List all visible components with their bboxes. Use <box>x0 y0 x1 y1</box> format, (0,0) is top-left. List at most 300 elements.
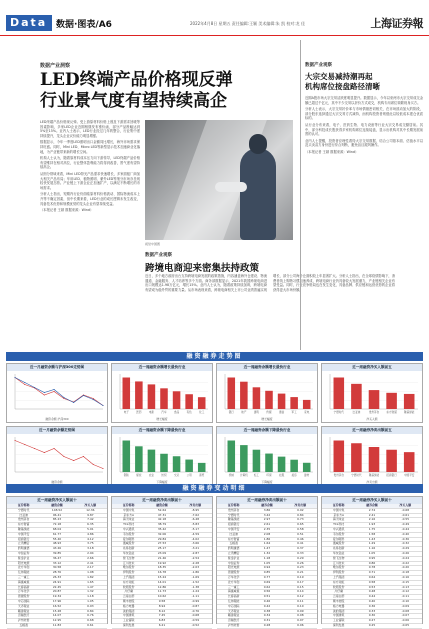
chart-bar <box>253 387 261 409</box>
table-cell: 52.64 <box>145 508 178 513</box>
table-cell: 华友钴业 <box>322 551 355 556</box>
table-cell: 0.06 <box>284 623 317 628</box>
table-cell: 宁德时代 <box>7 508 40 513</box>
table-row <box>112 623 212 628</box>
right-paragraph: 从行业分布来看，电子、医药生物、电力设备等行业大宗交易成交额居前。其中，部分科技成长股获得多家机构席位连续接盘，显示出机构对其中长期发展前景的认可。 <box>305 122 423 137</box>
table-cell: 天齐锂业 <box>217 609 250 614</box>
table-cell: 亿纬锂能 <box>7 571 40 576</box>
table-cell: 2.41 <box>74 561 107 566</box>
right-headline-line2: 机构席位接盘路径清晰 <box>305 82 380 91</box>
table-cell: 爱尔眼科 <box>322 537 355 542</box>
right-kicker: 数据产业观察 <box>305 63 332 68</box>
chart-panel[interactable] <box>6 426 108 486</box>
chart-title: 近一周融券净卖出额前五 <box>322 427 422 434</box>
table-cell: 长春高新 <box>7 585 40 590</box>
chart-bar <box>351 384 362 409</box>
table-cell: 12.86 <box>145 585 178 590</box>
table-cell: 16.78 <box>145 571 178 576</box>
chart-bar <box>173 391 181 409</box>
chart-title: 近一周融券余额下降最快行业 <box>217 427 317 434</box>
table-cell: 36.47 <box>40 556 73 561</box>
table-cell: 1.32 <box>74 590 107 595</box>
chart-panel[interactable] <box>321 426 423 486</box>
table-cell: -0.29 <box>389 547 422 552</box>
chart-legend: 净买入额 <box>366 417 378 421</box>
table-cell: 爱尔眼科 <box>112 537 145 542</box>
table-cell: 北方华创 <box>7 566 40 571</box>
table-cell: 片仔癀 <box>322 590 355 595</box>
table-cell: 6.21 <box>145 623 178 628</box>
main-paragraph: 从细分领域来看，Mini LED背光产品需求快速增长，多家面板厂商加大相关产品布局；车用LED、植物照明、紫外LED等细分市场亦呈现较快发展态势。产业链上下游企业正加速扩产，以满足不断增长的市场需求。 <box>40 171 140 190</box>
table-cell: 美的集团 <box>322 609 355 614</box>
table-cell: 0.95 <box>355 556 388 561</box>
table-cell: 2.17 <box>74 566 107 571</box>
table-cell: 9.58 <box>145 599 178 604</box>
table-cell: 0.29 <box>284 556 317 561</box>
table-cell: 48.93 <box>40 542 73 547</box>
chart-bar <box>265 391 273 409</box>
table-cell: -2.03 <box>179 566 212 571</box>
table-cell: 8.12 <box>145 609 178 614</box>
chart-bar <box>135 446 143 472</box>
chart-tick-label: 有色 <box>186 411 192 414</box>
chart-title: 近一月融资余额走势图 <box>7 427 107 434</box>
chart-tick-label: 宁德时代 <box>333 411 344 414</box>
table-cell: 1.64 <box>250 542 283 547</box>
table-cell: 万华化学 <box>217 575 250 580</box>
chart-tick-label: 农业 <box>148 474 155 477</box>
chart-panel[interactable] <box>216 363 318 423</box>
table-cell: 1.58 <box>355 532 388 537</box>
sub-headline[interactable]: 跨境电商迎来密集扶持政策 <box>145 263 260 274</box>
table-cell: 0.19 <box>284 575 317 580</box>
chart-tick-label: 银行 <box>228 411 234 414</box>
table-cell: -0.68 <box>179 614 212 619</box>
main-article-body <box>40 120 140 345</box>
chart-bar <box>303 400 311 409</box>
chart-plot <box>322 371 422 417</box>
table-header-cell: 融券余额 <box>250 504 283 508</box>
table-cell: 0.93 <box>74 604 107 609</box>
photo-worker-head <box>249 134 267 154</box>
table-title: 近一周融券净买入额前十 <box>322 497 422 504</box>
table-cell: -0.44 <box>389 527 422 532</box>
chart-tick-label: 机械 <box>228 474 234 477</box>
table-cell: 药明康德 <box>217 547 250 552</box>
table-cell: -8.95 <box>179 508 212 513</box>
table-cell: 保利发展 <box>322 623 355 628</box>
table-cell: 歌尔股份 <box>112 566 145 571</box>
table-cell: 1.05 <box>250 561 283 566</box>
table-cell: 0.86 <box>355 561 388 566</box>
table-cell: -2.54 <box>179 556 212 561</box>
table-cell: 隆基绿能 <box>217 518 250 523</box>
chart-bar <box>404 452 415 472</box>
masthead <box>0 0 429 36</box>
table-header-cell: 证券简称 <box>7 504 40 508</box>
chart-tick-label: 军工 <box>291 411 297 414</box>
table-cell: 11.73 <box>145 590 178 595</box>
table-cell: 顺丰控股 <box>322 599 355 604</box>
table-cell: 隆基绿能 <box>7 527 40 532</box>
main-headline-line2: 行业景气度有望持续高企 <box>40 91 227 111</box>
right-paragraph: 业内人士提醒，投资者应理性看待大宗交易数据，结合公司基本面、估值水平以及买卖双方身份进行综合判断，避免盲目跟风操作。 <box>305 138 423 148</box>
main-byline: （本报记者 王颖 数据来源：Wind） <box>40 208 94 213</box>
table-cell: 长春高新 <box>217 595 250 600</box>
chart-tick-label: 美容 <box>291 474 297 477</box>
table-cell: 上汽集团 <box>322 575 355 580</box>
chart-bar <box>351 443 362 472</box>
table-cell: -0.40 <box>389 532 422 537</box>
chart-tick-label: 东方财富 <box>386 411 397 414</box>
table-cell: 立讯精密 <box>7 542 40 547</box>
table-cell: 2.61 <box>250 523 283 528</box>
chart-tick-label: 商贸 <box>199 474 205 477</box>
table-row <box>7 623 107 628</box>
chart-tick-label: 煤炭 <box>136 474 142 477</box>
table-cell: 11.83 <box>40 623 73 628</box>
table-cell: 0.17 <box>284 580 317 585</box>
table-cell: 紫金矿业 <box>217 556 250 561</box>
chart-bar <box>240 382 248 409</box>
chart-bar <box>334 378 345 410</box>
chart-tick-label: 轻工 <box>253 474 260 477</box>
table-title: 近一周融资净买入额前十 <box>7 497 107 504</box>
chart-tick-label: 隆基绿能 <box>404 411 415 414</box>
chart-tick-label: 地产 <box>241 411 247 414</box>
table-cell: 20.87 <box>40 590 73 595</box>
table-cell: 0.46 <box>284 537 317 542</box>
right-byline: （本报记者 王颖 数据来源：Wind） <box>305 149 359 154</box>
table-cell: 东方财富 <box>217 537 250 542</box>
table-header-cell: 证券简称 <box>217 504 250 508</box>
data-table <box>6 496 108 627</box>
chart-tick-label: 通信 <box>278 411 285 414</box>
table-cell: 京东方A <box>322 513 355 518</box>
table-header-cell: 融券余额 <box>355 504 388 508</box>
table-cell: -0.09 <box>389 604 422 609</box>
table-cell: 85.23 <box>40 518 73 523</box>
table-cell: -4.02 <box>179 537 212 542</box>
table-cell: 云南白药 <box>112 595 145 600</box>
chart-bar <box>160 388 168 409</box>
sub-kicker: 数据产业观察 <box>145 253 172 258</box>
table-cell: 智飞生物 <box>112 556 145 561</box>
chart-tick-label: 计算机 <box>239 474 248 477</box>
table-cell: 0.41 <box>284 542 317 547</box>
chart-tick-label: 建筑 <box>253 411 260 414</box>
chart-bar <box>148 450 156 472</box>
table-cell: 汇川技术 <box>322 561 355 566</box>
table-cell: 1.16 <box>355 547 388 552</box>
main-headline[interactable] <box>40 70 290 112</box>
table-cell: -0.68 <box>389 508 422 513</box>
table-cell: 工业富联 <box>112 619 145 624</box>
chart-bar <box>123 441 131 473</box>
chart-tick-label: 中国平安 <box>404 474 415 477</box>
chart-tick-label: 社服 <box>278 474 285 477</box>
main-paragraph: 机构人士认为，随着原材料成本压力向下游传导，LED终端产品价格有望维持在相对高位，行业整体盈利能力将得到改善，景气度有望持续高企。 <box>40 156 140 170</box>
table-cell: 0.14 <box>284 590 317 595</box>
table-cell: 比亚迪 <box>217 532 250 537</box>
table-cell: 阳光电源 <box>217 566 250 571</box>
table-cell: 美的集团 <box>112 609 145 614</box>
right-headline[interactable] <box>305 72 423 92</box>
table-cell: 中兴通讯 <box>322 527 355 532</box>
table-cell: 2.94 <box>74 551 107 556</box>
table-cell: 0.15 <box>284 585 317 590</box>
table-header-cell: 融资余额 <box>40 504 73 508</box>
chart-tick-label: 建材 <box>304 474 310 477</box>
chart-plot <box>112 371 212 417</box>
chart-tick-label: 汽车 <box>161 411 167 414</box>
table-cell: -0.24 <box>389 556 422 561</box>
chart-bar <box>404 394 415 409</box>
table-cell: 9.87 <box>74 513 107 518</box>
table-cell: 比亚迪 <box>7 513 40 518</box>
table-cell: 0.44 <box>355 595 388 600</box>
table-cell: 0.12 <box>284 595 317 600</box>
table-cell: 3.42 <box>250 513 283 518</box>
table-cell: 0.21 <box>284 571 317 576</box>
table-cell: -0.61 <box>389 513 422 518</box>
table-cell: -0.05 <box>389 623 422 628</box>
table-cell: 京东方A <box>112 513 145 518</box>
main-paragraph: LED终端产品价格现反弹。受上游原材料价格上涨及下游需求回暖等因素影响，多家LED企业近期相继发布涨价函，部分产品涨幅达到5%至15%。业内人士表示，LED行业经过几年的整合，行业集中度持续提升，龙头企业议价能力明显增强。 <box>40 120 140 138</box>
table-cell: 立讯精密 <box>217 551 250 556</box>
table-cell: 0.58 <box>284 527 317 532</box>
chart-bar <box>123 378 131 410</box>
table-cell: 天齐锂业 <box>7 604 40 609</box>
chart-tick-label: 宁德时代 <box>351 474 362 477</box>
table-cell: 12.95 <box>40 619 73 624</box>
main-paragraph: 分析人士指出，短期内行业仍面临原材料价格波动、国际物流成本上升等不确定因素，但中长期来看，LED行业的成长逻辑未发生改变，具备技术优势和规模优势的龙头企业有望持续受益。 <box>40 192 140 206</box>
table-cell: 0.11 <box>284 599 317 604</box>
chart-bar <box>173 456 181 472</box>
table-cell: 2.08 <box>250 532 283 537</box>
table-cell: 1.98 <box>74 571 107 576</box>
table-cell: 35.42 <box>145 527 178 532</box>
table-cell: 32.06 <box>145 532 178 537</box>
table-cell: 中国中免 <box>322 508 355 513</box>
table-cell: 0.84 <box>284 513 317 518</box>
table-cell: 韦尔股份 <box>322 532 355 537</box>
table-cell: 海天味业 <box>112 518 145 523</box>
table-cell: 五粮液 <box>217 542 250 547</box>
table-cell: 1.86 <box>250 537 283 542</box>
table-header-cell: 证券简称 <box>112 504 145 508</box>
table-cell: -1.86 <box>179 571 212 576</box>
table-cell: 0.23 <box>284 566 317 571</box>
data-table <box>321 496 423 627</box>
table-cell: 海康威视 <box>7 580 40 585</box>
table-cell: -1.52 <box>179 580 212 585</box>
table-cell: 29.84 <box>145 537 178 542</box>
table-cell: 2.74 <box>355 508 388 513</box>
table-cell: 7.45 <box>145 614 178 619</box>
table-cell: 0.84 <box>74 609 107 614</box>
table-cell: 19.34 <box>40 595 73 600</box>
chart-bar <box>228 441 236 473</box>
chart-title: 近一周融资净买入额前五 <box>322 364 422 371</box>
table-cell: 中芯国际 <box>7 599 40 604</box>
chart-bar <box>303 463 311 472</box>
right-column <box>300 40 423 350</box>
main-headline-line1: LED终端产品价格现反弹 <box>40 70 233 90</box>
table-cell: 17.96 <box>40 599 73 604</box>
table-cell: 歌尔股份 <box>322 566 355 571</box>
table-cell: 19.92 <box>145 561 178 566</box>
table-cell: 6.35 <box>74 523 107 528</box>
table-row <box>217 623 317 628</box>
table-cell: 0.33 <box>284 551 317 556</box>
table-cell: 0.65 <box>284 523 317 528</box>
chart-plot <box>217 434 317 480</box>
table-cell: 0.68 <box>74 619 107 624</box>
table-cell: 0.53 <box>355 585 388 590</box>
table-cell: -7.62 <box>179 513 212 518</box>
chart-bar <box>185 394 193 409</box>
table-cell: -1.11 <box>179 595 212 600</box>
chart-tick-label: 比亚迪 <box>352 411 361 414</box>
table-cell: 0.61 <box>74 623 107 628</box>
table-cell: -6.48 <box>179 518 212 523</box>
chart-panel[interactable] <box>111 363 213 423</box>
table-header-cell: 净卖出额 <box>284 504 317 508</box>
table-cell: 韦尔股份 <box>112 532 145 537</box>
table-cell: 0.40 <box>355 599 388 604</box>
table-cell: 22.45 <box>40 585 73 590</box>
table-cell: 0.33 <box>355 609 388 614</box>
table-cell: 0.64 <box>355 575 388 580</box>
table-cell: 47.31 <box>145 513 178 518</box>
chart-legend: 下降幅度 <box>261 480 273 484</box>
chart-tick-label: 家电 <box>304 411 310 414</box>
table-cell: -1.24 <box>179 590 212 595</box>
table-cell: 43.26 <box>40 547 73 552</box>
chart-panel[interactable] <box>216 426 318 486</box>
table-cell: 招商银行 <box>7 537 40 542</box>
chart-bar <box>198 397 206 409</box>
table-cell: 4.86 <box>74 532 107 537</box>
table-cell: 21.46 <box>145 556 178 561</box>
table-cell: 赣锋锂业 <box>7 609 40 614</box>
table-cell: 智飞生物 <box>322 556 355 561</box>
table-cell: 恩捷股份 <box>7 595 40 600</box>
main-paragraph: 数据显示，今年一季度LED照明出口金额同比增长，海外市场需求保持旺盛。同时，Mini LED、Micro LED等新型显示技术加速商业化落地，为产业链带来新的增长空间。 <box>40 140 140 154</box>
chart-bar <box>369 390 380 409</box>
chart-bar <box>334 441 345 473</box>
data-table <box>111 496 213 627</box>
table-cell: 通威股份 <box>112 542 145 547</box>
table-cell: 恩捷股份 <box>217 571 250 576</box>
table-cell: 6.83 <box>145 619 178 624</box>
chart-tick-label: 传媒 <box>266 411 272 414</box>
table-title: 近一周融资净卖出额前十 <box>112 497 212 504</box>
table-cell: 三一重工 <box>7 575 40 580</box>
table-cell: -0.12 <box>389 590 422 595</box>
chart-tick-label: 贵州茅台 <box>368 411 380 414</box>
table-cell: 18.35 <box>145 566 178 571</box>
table-cell: 25.17 <box>145 547 178 552</box>
table-cell: 中兴通讯 <box>112 527 145 532</box>
table-cell: 2.41 <box>355 513 388 518</box>
chart-tick-label: 隆基绿能 <box>368 474 380 477</box>
chart-tick-label: 公用 <box>186 474 192 477</box>
article-photo[interactable] <box>145 120 293 240</box>
chart-legend: 增长幅度 <box>156 417 168 421</box>
table-cell: 1.32 <box>250 551 283 556</box>
table-cell: 10.62 <box>145 595 178 600</box>
table-cell: 0.09 <box>284 609 317 614</box>
chart-tick-label: 电子 <box>123 411 129 414</box>
chart-legend: 净卖出额 <box>366 480 378 484</box>
table-cell: 中信证券 <box>7 551 40 556</box>
table-cell: -3.66 <box>179 542 212 547</box>
chart-bar <box>386 393 397 409</box>
chart-bar <box>265 454 273 472</box>
table-header-cell: 净买入额 <box>389 504 422 508</box>
table-cell: 0.36 <box>355 604 388 609</box>
table-cell: -0.22 <box>389 561 422 566</box>
table-cell: 4.12 <box>74 537 107 542</box>
chart-title: 近一周融券余额增长最快行业 <box>217 364 317 371</box>
table-cell: 海天味业 <box>322 518 355 523</box>
table-cell: 0.92 <box>284 508 317 513</box>
chart-bar <box>253 450 261 472</box>
chart-bar <box>135 381 143 409</box>
chart-panel[interactable] <box>111 426 213 486</box>
table-cell: -0.49 <box>389 523 422 528</box>
table-cell: 万华化学 <box>7 590 40 595</box>
chart-panel[interactable] <box>321 363 423 423</box>
chart-tick-label: 化工 <box>199 411 205 414</box>
table-cell: 1.65 <box>74 580 107 585</box>
table-cell: 27.53 <box>145 542 178 547</box>
table-header-cell: 证券简称 <box>322 504 355 508</box>
table-cell: -0.32 <box>389 542 422 547</box>
table-cell: 0.26 <box>284 561 317 566</box>
sub-article-body: 近日，多个地方政府出台支持跨境电商发展的政策措施，内容涵盖海外仓建设、物流通道、金融服务、人才培养等多个方面。商务部数据显示，2021年我国跨境电商进出口规模达1.98万亿元，增长15%。业内人士认为，随着政策持续加码，跨境电商有望成为稳外贸的重要力量。从市场表现来看，跨境电商相关上市公司业绩普遍实现增长，部分公司海外仓面积较上年显著扩大。分析人士指出，在全球疫情影响下，消费者线上购物习惯加速养成，跨境电商行业仍具备较大发展潜力，产业链相关企业有望受益。同时，行业竞争格局也在发生变化，具备品牌、供应链和运营优势的企业将获得更大市场份额。 <box>145 274 395 292</box>
table-cell: -1.69 <box>179 575 212 580</box>
table-cell: 0.42 <box>250 604 283 609</box>
table-cell: 14.01 <box>145 580 178 585</box>
table-cell: 中芯国际 <box>217 604 250 609</box>
table-cell: 贵州茅台 <box>217 508 250 513</box>
table-cell: 东方雨虹 <box>322 580 355 585</box>
chart-bar <box>278 457 286 472</box>
chart-bar <box>278 394 286 409</box>
table-cell: -0.20 <box>389 566 422 571</box>
table-cell: 15.24 <box>145 575 178 580</box>
chart-bar <box>290 397 298 409</box>
table-cell: 2.66 <box>74 556 107 561</box>
table-cell: 12.36 <box>74 508 107 513</box>
table-cell: 格力电器 <box>112 604 145 609</box>
table-cell: -3.21 <box>179 547 212 552</box>
table-cell: 顺丰控股 <box>112 599 145 604</box>
table-cell: 伊利股份 <box>112 571 145 576</box>
table-cell: 药明康德 <box>7 547 40 552</box>
table-cell: -0.16 <box>389 575 422 580</box>
table-cell: 0.08 <box>284 614 317 619</box>
table-cell: 0.25 <box>355 623 388 628</box>
table-cell: 泸州老窖 <box>7 619 40 624</box>
table-cell: 东方财富 <box>7 523 40 528</box>
table-cell: 0.51 <box>250 595 283 600</box>
chart-panel[interactable] <box>6 363 108 423</box>
table-cell: 1.43 <box>355 537 388 542</box>
